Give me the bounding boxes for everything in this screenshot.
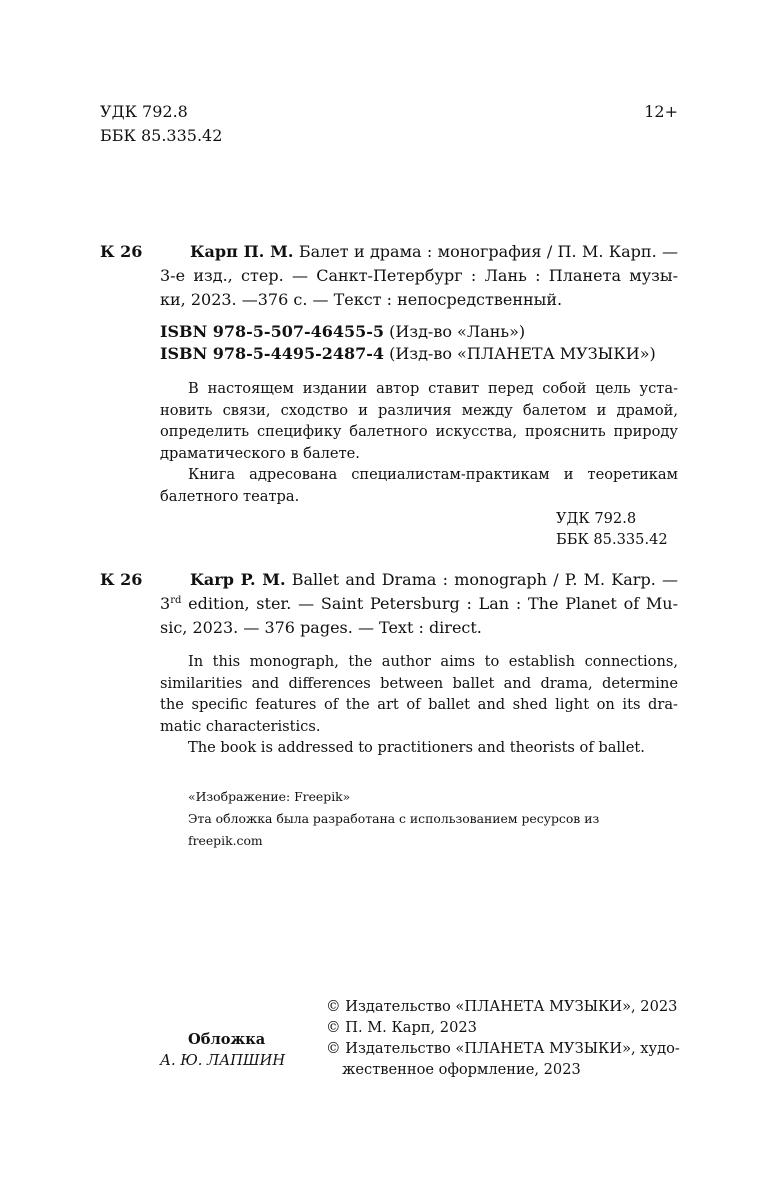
cover-designer: А. Ю. ЛАПШИН	[160, 1052, 286, 1069]
en-edition-suffix: rd	[170, 595, 182, 606]
copyright-line: жественное оформление, 2023	[342, 1061, 581, 1078]
bbk-header: ББК 85.335.42	[100, 126, 223, 145]
en-abstract-line: matic characteristics.	[160, 718, 321, 735]
ru-abstract-line: определить специфику балетного искусства, прояснить природу	[160, 423, 678, 440]
age-rating: 12+	[644, 102, 678, 121]
bbk-footer: ББК 85.335.42	[556, 531, 668, 548]
ru-record-line-1	[190, 240, 678, 264]
ru-audience-line: балетного театра.	[160, 488, 300, 505]
isbn-2-number: ISBN 978-5-4495-2487-4	[160, 344, 385, 363]
en-record-line-3: sic, 2023. — 376 pages. — Text : direct.	[160, 618, 482, 637]
ru-author: Карп П. М.	[190, 242, 294, 261]
en-edition-number: 3	[160, 594, 171, 613]
en-edition-rest: edition, ster. — Saint Petersburg : Lan : The Planet of Mu-	[188, 594, 678, 613]
en-record-index: К 26	[100, 570, 143, 589]
copyright-line: © Издательство «ПЛАНЕТА МУЗЫКИ», худо-	[326, 1040, 680, 1057]
ru-record-line-2: 3-е изд., стер. — Санкт-Петербург : Лань : Планета музы-	[160, 266, 678, 285]
en-title: Ballet and Drama : monograph / P. M. Karp. —	[291, 570, 678, 589]
en-record-line-1	[190, 568, 678, 592]
ru-abstract-line: новить связи, сходство и различия между балетом и драмой,	[160, 402, 678, 419]
isbn-1	[160, 320, 525, 344]
udk-footer: УДК 792.8	[556, 510, 637, 527]
en-record-line-2	[160, 592, 678, 616]
isbn-1-number: ISBN 978-5-507-46455-5	[160, 322, 385, 341]
ru-title: Балет и драма : монография / П. М. Карп. —	[298, 242, 679, 261]
en-abstract-line: the specific features of the art of ballet and shed light on its dra-	[160, 696, 678, 713]
en-abstract-line: In this monograph, the author aims to establish connections,	[188, 653, 678, 670]
ru-record-index: К 26	[100, 242, 143, 261]
copyright-line: © П. М. Карп, 2023	[326, 1019, 477, 1036]
isbn-1-publisher: (Изд-во «Лань»)	[389, 322, 526, 341]
en-audience-line: The book is addressed to practitioners and theorists of ballet.	[188, 739, 645, 756]
cover-label: Обложка	[188, 1031, 266, 1048]
ru-abstract-line: В настоящем издании автор ставит перед собой цель уста-	[188, 380, 678, 397]
copyright-line: © Издательство «ПЛАНЕТА МУЗЫКИ», 2023	[326, 998, 678, 1015]
ru-abstract-line: драматического в балете.	[160, 445, 360, 462]
isbn-2	[160, 342, 656, 366]
isbn-2-publisher: (Изд-во «ПЛАНЕТА МУЗЫКИ»)	[389, 344, 656, 363]
image-credit-line: Эта обложка была разработана с использованием ресурсов из	[188, 811, 600, 826]
ru-record-line-3: ки, 2023. —376 с. — Текст : непосредственный.	[160, 290, 563, 309]
udk-header: УДК 792.8	[100, 102, 188, 121]
en-author: Karp P. M.	[190, 570, 286, 589]
image-credit-line: «Изображение: Freepik»	[188, 789, 351, 804]
image-credit-line: freepik.com	[188, 833, 263, 848]
ru-audience-line: Книга адресована специалистам-практикам и теоретикам	[188, 466, 678, 483]
en-abstract-line: similarities and differences between ballet and drama, determine	[160, 675, 678, 692]
